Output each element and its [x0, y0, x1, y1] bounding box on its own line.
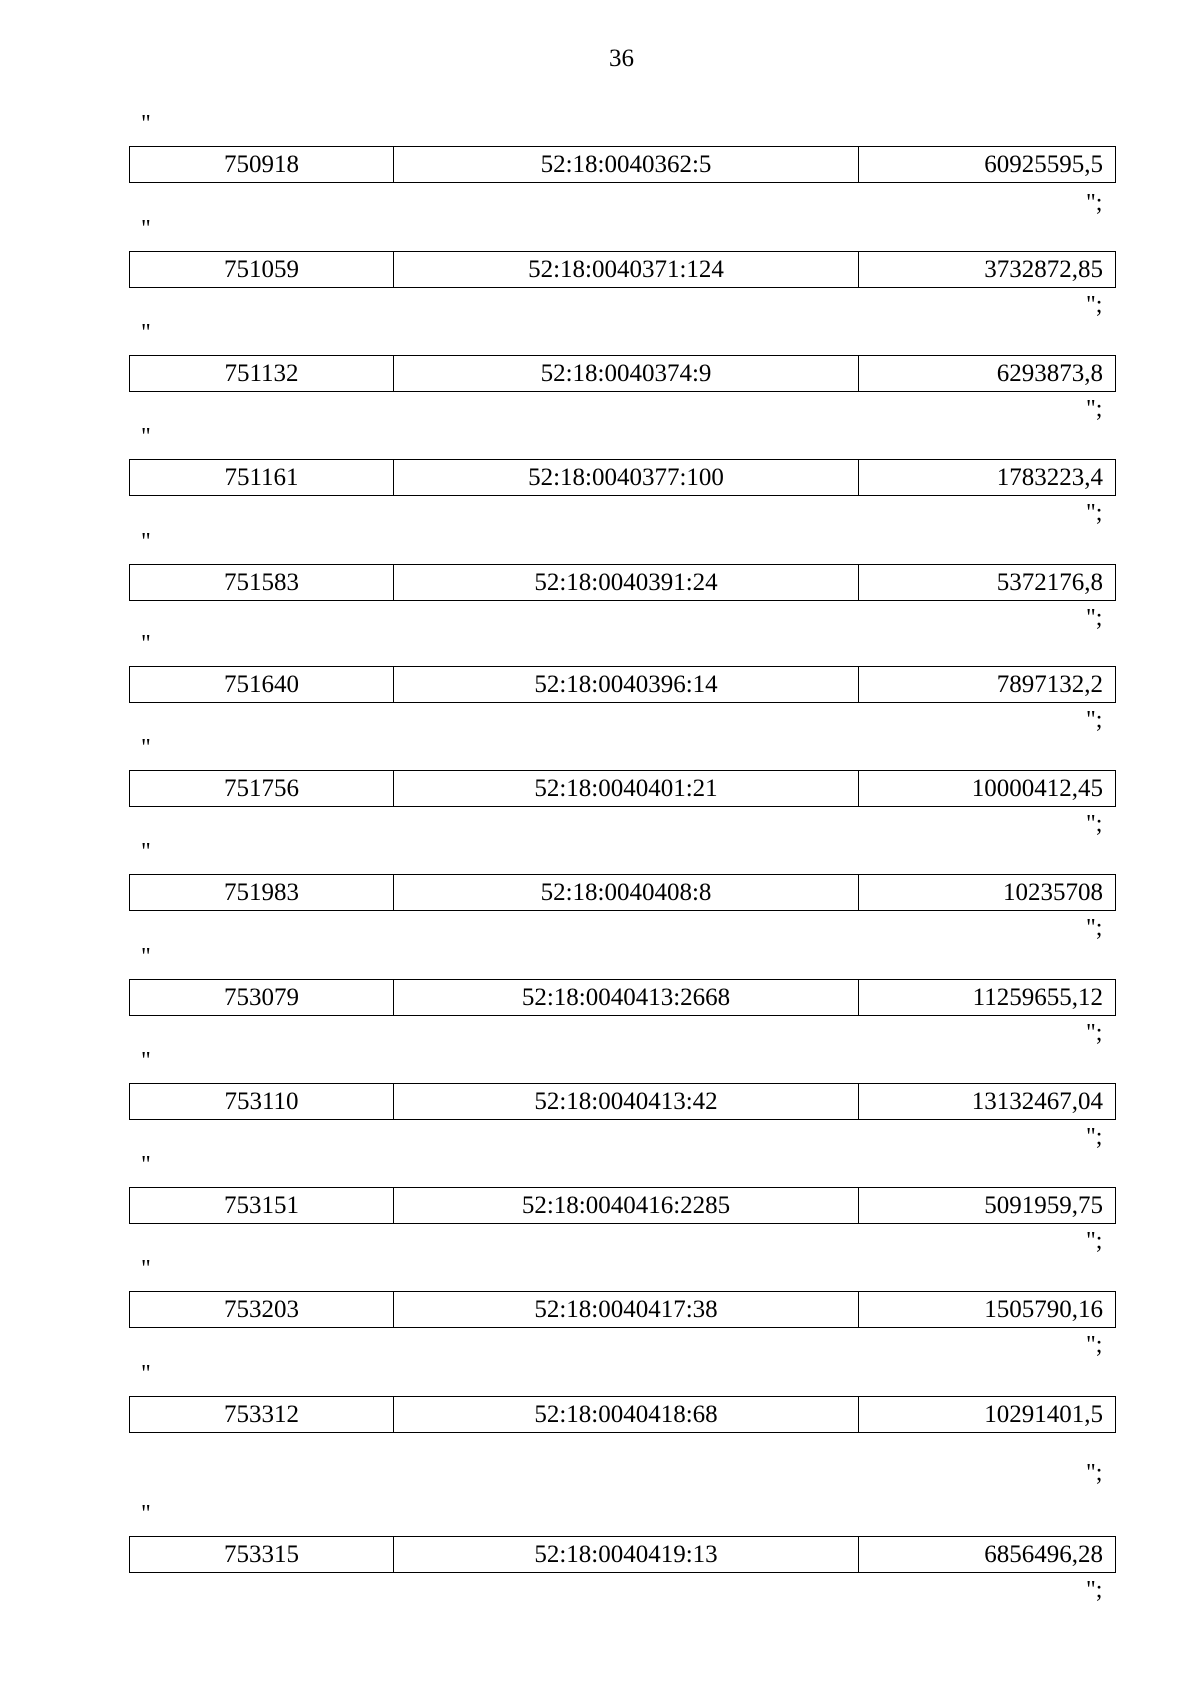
- closing-quote: ";: [1086, 1577, 1103, 1603]
- cadastral-number-cell: 52:18:0040377:100: [394, 460, 859, 495]
- cadastral-value-cell: 3732872,85: [984, 256, 1103, 283]
- cadastral-value-cell: 7897132,2: [996, 671, 1103, 698]
- closing-quote: ";: [1086, 811, 1103, 837]
- cadastral-number-cell: 52:18:0040396:14: [394, 667, 859, 702]
- registry-number-cell: 751756: [130, 771, 394, 806]
- closing-quote: ";: [1086, 292, 1103, 318]
- registry-number-cell: 751640: [130, 667, 394, 702]
- registry-number-cell: 751583: [130, 565, 394, 600]
- cadastral-number-cell: 52:18:0040371:124: [394, 252, 859, 287]
- cadastral-value-cell: 6856496,28: [984, 1541, 1103, 1568]
- opening-quote: ": [141, 839, 151, 865]
- table-row: [129, 1187, 1116, 1224]
- cadastral-number-cell: 52:18:0040417:38: [394, 1292, 859, 1327]
- registry-number-cell: 753312: [130, 1397, 394, 1432]
- opening-quote: ": [141, 111, 151, 137]
- opening-quote: ": [141, 216, 151, 242]
- opening-quote: ": [141, 631, 151, 657]
- cadastral-number-cell: 52:18:0040401:21: [394, 771, 859, 806]
- opening-quote: ": [141, 424, 151, 450]
- opening-quote: ": [141, 1256, 151, 1282]
- closing-quote: ";: [1086, 190, 1103, 216]
- cadastral-number-cell: 52:18:0040413:42: [394, 1084, 859, 1119]
- table-row: [129, 1291, 1116, 1328]
- registry-number-cell: 751059: [130, 252, 394, 287]
- cadastral-value-cell: 10000412,45: [971, 775, 1103, 802]
- opening-quote: ": [141, 1501, 151, 1527]
- cadastral-number-cell: 52:18:0040362:5: [394, 147, 859, 182]
- opening-quote: ": [141, 1048, 151, 1074]
- closing-quote: ";: [1086, 1460, 1103, 1486]
- cadastral-value-cell: 5091959,75: [984, 1192, 1103, 1219]
- cadastral-number-cell: 52:18:0040391:24: [394, 565, 859, 600]
- closing-quote: ";: [1086, 1020, 1103, 1046]
- opening-quote: ": [141, 1361, 151, 1387]
- opening-quote: ": [141, 529, 151, 555]
- closing-quote: ";: [1086, 707, 1103, 733]
- cadastral-value-cell: 5372176,8: [996, 569, 1103, 596]
- closing-quote: ";: [1086, 500, 1103, 526]
- cadastral-value-cell: 13132467,04: [971, 1088, 1103, 1115]
- registry-number-cell: 751983: [130, 875, 394, 910]
- table-row: [129, 979, 1116, 1016]
- cadastral-value-cell: 6293873,8: [996, 360, 1103, 387]
- closing-quote: ";: [1086, 1228, 1103, 1254]
- cadastral-number-cell: 52:18:0040408:8: [394, 875, 859, 910]
- cadastral-number-cell: 52:18:0040416:2285: [394, 1188, 859, 1223]
- closing-quote: ";: [1086, 605, 1103, 631]
- closing-quote: ";: [1086, 396, 1103, 422]
- cadastral-value-cell: 1505790,16: [984, 1296, 1103, 1323]
- table-row: [129, 459, 1116, 496]
- closing-quote: ";: [1086, 915, 1103, 941]
- closing-quote: ";: [1086, 1332, 1103, 1358]
- table-row: [129, 355, 1116, 392]
- registry-number-cell: 753151: [130, 1188, 394, 1223]
- table-row: [129, 146, 1116, 183]
- registry-number-cell: 753110: [130, 1084, 394, 1119]
- page-number: 36: [609, 45, 634, 72]
- cadastral-number-cell: 52:18:0040413:2668: [394, 980, 859, 1015]
- opening-quote: ": [141, 1152, 151, 1178]
- opening-quote: ": [141, 320, 151, 346]
- table-row: [129, 564, 1116, 601]
- opening-quote: ": [141, 944, 151, 970]
- cadastral-number-cell: 52:18:0040418:68: [394, 1397, 859, 1432]
- table-row: [129, 666, 1116, 703]
- cadastral-value-cell: 60925595,5: [984, 151, 1103, 178]
- table-row: [129, 1396, 1116, 1433]
- cadastral-value-cell: 10291401,5: [984, 1401, 1103, 1428]
- registry-number-cell: 753079: [130, 980, 394, 1015]
- registry-number-cell: 753315: [130, 1537, 394, 1572]
- opening-quote: ": [141, 735, 151, 761]
- cadastral-value-cell: 1783223,4: [996, 464, 1103, 491]
- table-row: [129, 1536, 1116, 1573]
- registry-number-cell: 751132: [130, 356, 394, 391]
- registry-number-cell: 753203: [130, 1292, 394, 1327]
- cadastral-value-cell: 11259655,12: [972, 984, 1103, 1011]
- closing-quote: ";: [1086, 1124, 1103, 1150]
- cadastral-value-cell: 10235708: [1003, 879, 1103, 906]
- cadastral-number-cell: 52:18:0040374:9: [394, 356, 859, 391]
- table-row: [129, 1083, 1116, 1120]
- table-row: [129, 874, 1116, 911]
- registry-number-cell: 750918: [130, 147, 394, 182]
- table-row: [129, 251, 1116, 288]
- table-row: [129, 770, 1116, 807]
- cadastral-number-cell: 52:18:0040419:13: [394, 1537, 859, 1572]
- registry-number-cell: 751161: [130, 460, 394, 495]
